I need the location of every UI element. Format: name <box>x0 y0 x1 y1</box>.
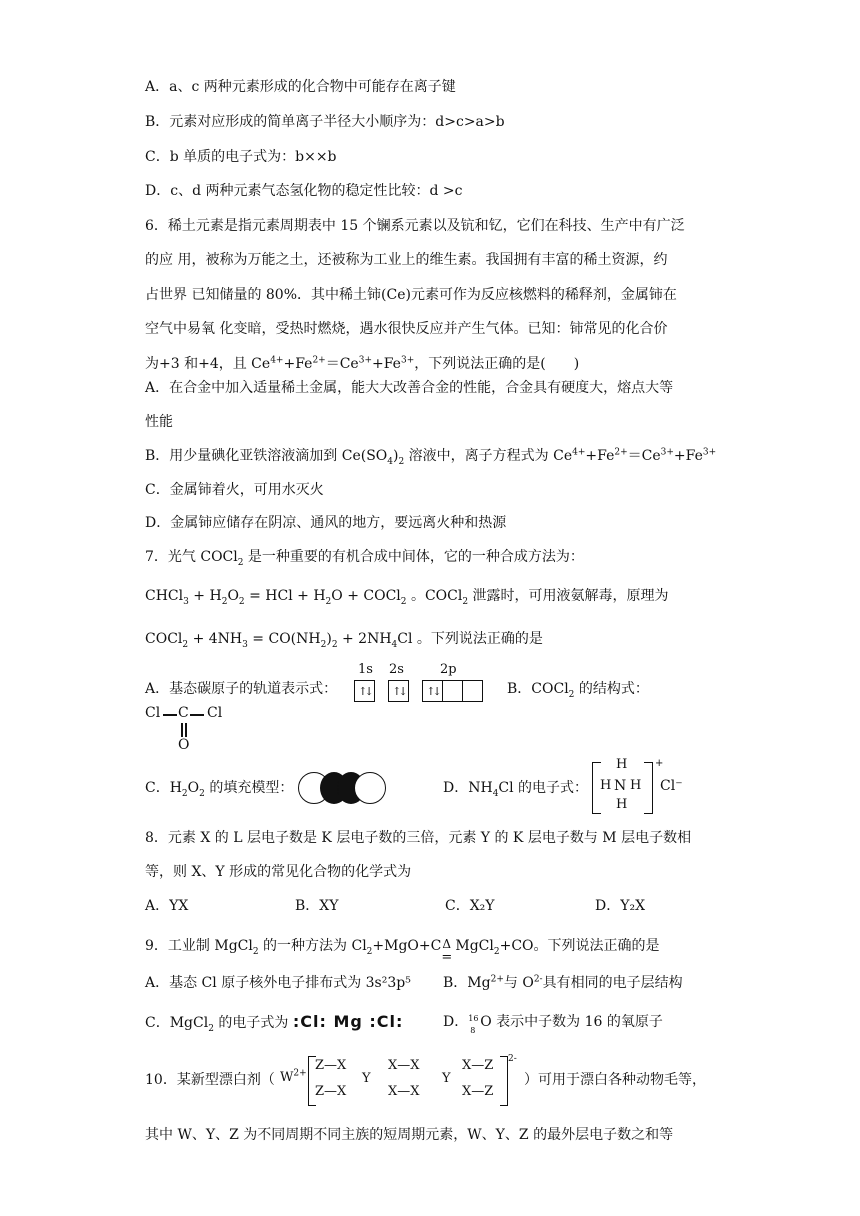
x-z-top-right: X—Z <box>462 1058 494 1073</box>
x-x-top: X—X <box>388 1058 420 1073</box>
orbital-1s <box>354 680 375 702</box>
q7-option-c: C．$H_2O_2$ 的填充模型： <box>145 780 294 799</box>
q8-line-1: 8．元素 X 的 L 层电子数是 K 层电子数的三倍，元素 Y 的 K 层电子数与 M 层电子数相 <box>145 830 692 846</box>
q9-line-1: 9．工业制 MgCl$_2$ 的一种方法为 $Cl_2+MgO+C$ Δ = MgCl$_2$+CO。下列说法正确的是 <box>145 936 660 956</box>
q6-option-d: D．金属铈应储存在阴凉、通风的地方，要远离火种和热源 <box>145 515 507 531</box>
q10-line-1b: ）可用于漂白各种动物毛等， <box>524 1072 706 1088</box>
q7-option-d: D．$NH_4Cl$ 的电子式： <box>443 780 589 799</box>
q9-option-d: D． 16 8 O 表示中子数为 16 的氧原子 <box>443 1014 663 1035</box>
q5-option-b: B．元素对应形成的简单离子半径大小顺序为：d>c>a>b <box>145 114 505 130</box>
equals-sign: = <box>441 950 453 965</box>
q6-line-1: 6．稀土元素是指元素周期表中 15 个镧系元素以及钪和钇，它们在科技、生产中有广泛 <box>145 218 685 234</box>
right-bracket <box>500 1056 508 1106</box>
nh4-charge: + <box>655 758 664 769</box>
orbital-label-1s: 1s <box>358 662 373 677</box>
chloride-ion: Cl⁻ <box>660 778 683 794</box>
q7-option-a: A．基态碳原子的轨道表示式： <box>145 681 338 697</box>
q7-equation-1: CHCl$_3$ + $H_2O_2$ = HCl + $H_2O$ + COCl$_2$ 。COCl$_2$ 泄露时，可用液氨解毒，原理为 <box>145 588 669 607</box>
q5-option-d: D．c、d 两种元素气态氢化物的稳定性比较：d >c <box>145 183 463 199</box>
q6-option-a-1: A．在合金中加入适量稀土金属，能大大改善合金的性能，合金具有硬度大，熔点大等 <box>145 380 674 396</box>
q8-option-d: D．Y₂X <box>595 898 646 914</box>
heat-symbol: Δ <box>442 937 452 951</box>
mgcl2-electron-formula: :Cl: Mg :Cl: <box>292 1012 404 1031</box>
q6-line-2: 的应 用，被称为万能之土，还被称为工业上的维生素。我国拥有丰富的稀土资源，约 <box>145 252 668 268</box>
y-right: Y <box>442 1071 451 1086</box>
q8-option-b: B．XY <box>295 898 339 914</box>
single-bond <box>190 714 204 716</box>
q8-option-c: C．X₂Y <box>445 898 495 914</box>
structure-o: O <box>178 737 190 753</box>
q9-option-a: A．基态 Cl 原子核外电子排布式为 3s²3p⁵ <box>145 975 411 991</box>
orbital-2p <box>422 680 483 702</box>
orbital-box: ↑↓ <box>388 680 409 702</box>
double-bond-line <box>181 723 183 737</box>
structure-charge: 2- <box>508 1054 517 1064</box>
structure-cl-left: Cl <box>145 705 161 721</box>
q5-option-c: C．b 单质的电子式为：b××b <box>145 149 337 165</box>
orbital-box: ↑↓ <box>422 680 443 702</box>
nh4-h-top: H <box>616 757 628 772</box>
y-left: Y <box>362 1071 371 1086</box>
q7-option-b: B．COCl$_2$ 的结构式： <box>507 681 649 700</box>
orbital-box <box>463 680 483 702</box>
nh4-h-left: H <box>600 778 612 793</box>
nh4-n: N <box>614 778 627 794</box>
nh4-h-right: H <box>630 778 642 793</box>
orbital-label-2s: 2s <box>389 662 404 677</box>
structure-cl-right: Cl <box>207 705 223 721</box>
bleach-structure <box>280 1054 515 1108</box>
q6-option-c: C．金属铈着火，可用水灭火 <box>145 482 324 498</box>
q8-option-a: A．YX <box>145 898 189 914</box>
q9-option-c: C．MgCl$_2$ 的电子式为 :Cl: Mg :Cl: <box>145 1012 404 1034</box>
q5-option-a: A．a、c 两种元素形成的化合物中可能存在离子键 <box>145 79 456 95</box>
q6-line-5: 为+3 和+4，且 $Ce^{4+}+Fe^{2+}=Ce^{3+}+Fe^{3+}$，下列说法正确的是( ) <box>145 355 580 372</box>
q6-line-4: 空气中易氧 化变暗，受热时燃烧，遇水很快反应并产生气体。已知：铈常见的化合价 <box>145 321 668 337</box>
single-bond <box>163 714 177 716</box>
z-x-top-left: Z—X <box>315 1058 347 1073</box>
double-bond-line <box>185 723 187 737</box>
q7-equation-2: COCl$_2$ + $4NH_3 = CO(NH_2)_2 + 2NH_4Cl$ 。下列说法正确的是 <box>145 631 543 650</box>
nh4-h-bottom: H <box>616 797 628 812</box>
orbital-box: ↑↓ <box>354 680 375 702</box>
q6-line-3: 占世界 已知储量的 80%．其中稀土铈(Ce)元素可作为反应核燃料的稀释剂，金属铈在 <box>145 287 677 303</box>
q10-line-1a: 10．某新型漂白剂（ <box>145 1072 275 1088</box>
orbital-label-2p: 2p <box>440 662 457 677</box>
orbital-box <box>443 680 463 702</box>
structure-c: C <box>178 705 189 721</box>
z-x-bottom-left: Z—X <box>315 1084 347 1099</box>
orbital-2s <box>388 680 409 702</box>
orbital-diagram <box>352 680 485 702</box>
x-x-bottom: X—X <box>388 1084 420 1099</box>
q10-line-2: 其中 W、Y、Z 为不同周期不同主族的短周期元素，W、Y、Z 的最外层电子数之和等 <box>145 1127 674 1143</box>
q8-line-2: 等，则 X、Y 形成的常见化合物的化学式为 <box>145 864 412 880</box>
q6-option-b: B．用少量碘化亚铁溶液滴加到 $Ce(SO_4)_2$ 溶液中，离子方程式为 $Ce^{4+}+Fe^{2+}=Ce^{3+}+Fe^{3+}$ <box>145 447 717 467</box>
right-bracket <box>644 762 653 814</box>
q6-option-a-2: 性能 <box>145 414 173 430</box>
w-ion: $W^{2+}$ <box>280 1068 307 1085</box>
q7-line-1: 7．光气 COCl$_2$ 是一种重要的有机合成中间体，它的一种合成方法为： <box>145 549 584 568</box>
x-z-bottom-right: X—Z <box>462 1084 494 1099</box>
q9-option-b: B．$Mg^{2+}$与 $O^{2-}$具有相同的电子层结构 <box>443 974 683 991</box>
hydrogen-atom-ball <box>354 772 386 804</box>
